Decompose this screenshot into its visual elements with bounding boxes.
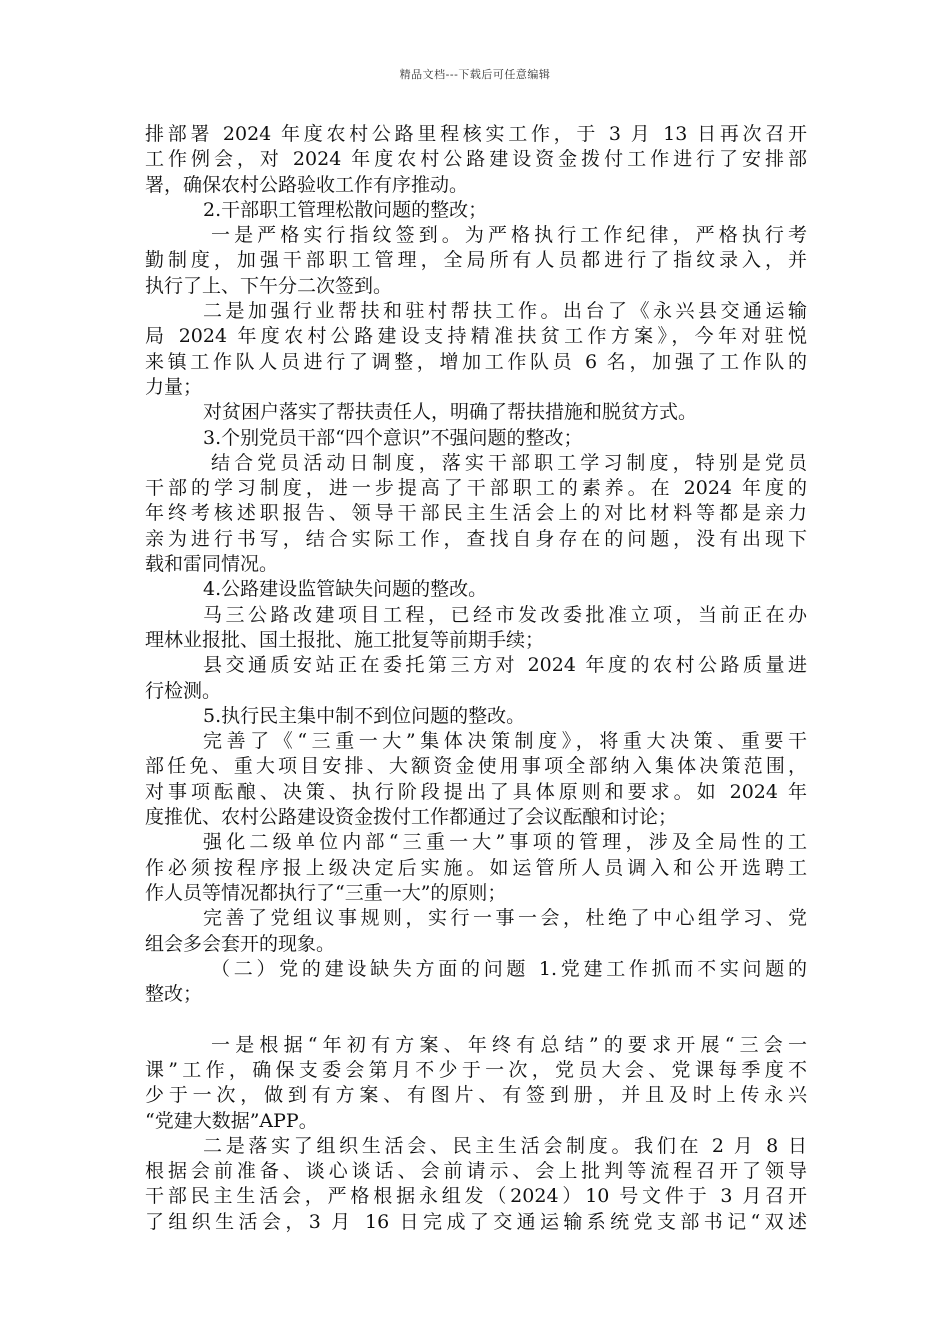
text-line: 来镇工作队人员进行了调整，增加工作队员 6 名，加强了工作队的 [145,350,807,373]
text-line: 一是根据“年初有方案、年终有总结”的要求开展“三会一 [211,1033,807,1056]
text-line: 执行了上、下午分二次签到。 [145,274,393,297]
text-line: 结合党员活动日制度，落实干部职工学习制度，特别是党员 [211,451,807,474]
text-line: （二）党的建设缺失方面的问题 1.党建工作抓而不实问题的 [211,957,807,980]
text-line: 了组织生活会，3 月 16 日完成了交通运输系统党支部书记“双述 [145,1210,807,1233]
text-line: 二是落实了组织生活会、民主生活会制度。我们在 2 月 8 日 [203,1134,807,1157]
text-line: 行检测。 [145,679,222,702]
text-line: 局 2024 年度农村公路建设支持精准扶贫工作方案》，今年对驻悦 [145,325,807,348]
text-line: 二是加强行业帮扶和驻村帮扶工作。出台了《永兴县交通运输 [203,300,807,323]
text-line: 2.干部职工管理松散问题的整改； [203,198,488,221]
text-line: “党建大数据”APP。 [145,1109,318,1132]
text-line: 载和雷同情况。 [145,553,279,576]
text-line: 亲为进行书写，结合实际工作，查找自身存在的问题，没有出现下 [145,527,807,550]
text-line: 整改； [145,983,203,1006]
text-line: 根据会前准备、谈心谈话、会前请示、会上批判等流程召开了领导 [145,1160,807,1183]
text-line: 理林业报批、国土报批、施工批复等前期手续； [145,628,545,651]
text-line: 工作例会，对 2024 年度农村公路建设资金拨付工作进行了安排部 [145,148,807,171]
text-line: 马三公路改建项目工程，已经市发改委批准立项，当前正在办 [203,603,807,626]
text-line: 强化二级单位内部“三重一大”事项的管理，涉及全局性的工 [203,831,807,854]
text-line: 部任免、重大项目安排、大额资金使用事项全部纳入集体决策范围， [145,755,807,778]
text-line: 干部民主生活会，严格根据永组发（2024）10 号文件于 3 月召开 [145,1185,807,1208]
text-line: 组会多会套开的现象。 [145,932,336,955]
text-line: 少于一次，做到有方案、有图片、有签到册，并且及时上传永兴 [145,1084,807,1107]
text-line: 勤制度，加强干部职工管理，全局所有人员都进行了指纹录入，并 [145,249,807,272]
text-line: 干部的学习制度，进一步提高了干部职工的素养。在 2024 年度的 [145,477,807,500]
text-line: 5.执行民主集中制不到位问题的整改。 [203,704,526,727]
text-line: 县交通质安站正在委托第三方对 2024 年度的农村公路质量进 [203,654,807,677]
text-line: 作必须按程序报上级决定后实施。如运管所人员调入和公开选聘工 [145,856,807,879]
page-header: 精品文档---下载后可任意编辑 [399,68,551,81]
document-body [145,122,807,1235]
text-line: 4.公路建设监管缺失问题的整改。 [203,578,488,601]
text-line: 完善了《“三重一大”集体决策制度》，将重大决策、重要干 [203,730,807,753]
text-line: 年终考核述职报告、领导干部民主生活会上的对比材料等都是亲力 [145,502,807,525]
text-line: 署，确保农村公路验收工作有序推动。 [145,173,469,196]
text-line: 度推优、农村公路建设资金拨付工作都通过了会议酝酿和讨论； [145,806,678,829]
text-line: 一是严格实行指纹签到。为严格执行工作纪律，严格执行考 [211,224,807,247]
blank-line [145,1007,807,1032]
text-line: 完善了党组议事规则，实行一事一会，杜绝了中心组学习、党 [203,907,807,930]
text-line: 对贫困户落实了帮扶责任人，明确了帮扶措施和脱贫方式。 [203,401,698,424]
text-line: 力量； [145,375,203,398]
text-line: 课”工作，确保支委会第月不少于一次，党员大会、党课每季度不 [145,1058,807,1081]
text-line: 3.个别党员干部“四个意识”不强问题的整改； [203,426,583,449]
text-line: 排部署 2024 年度农村公路里程核实工作，于 3 月 13 日再次召开 [145,123,807,145]
text-line: 对事项酝酿、决策、执行阶段提出了具体原则和要求。如 2024 年 [145,780,807,803]
text-line: 作人员等情况都执行了“三重一大”的原则； [145,881,507,904]
